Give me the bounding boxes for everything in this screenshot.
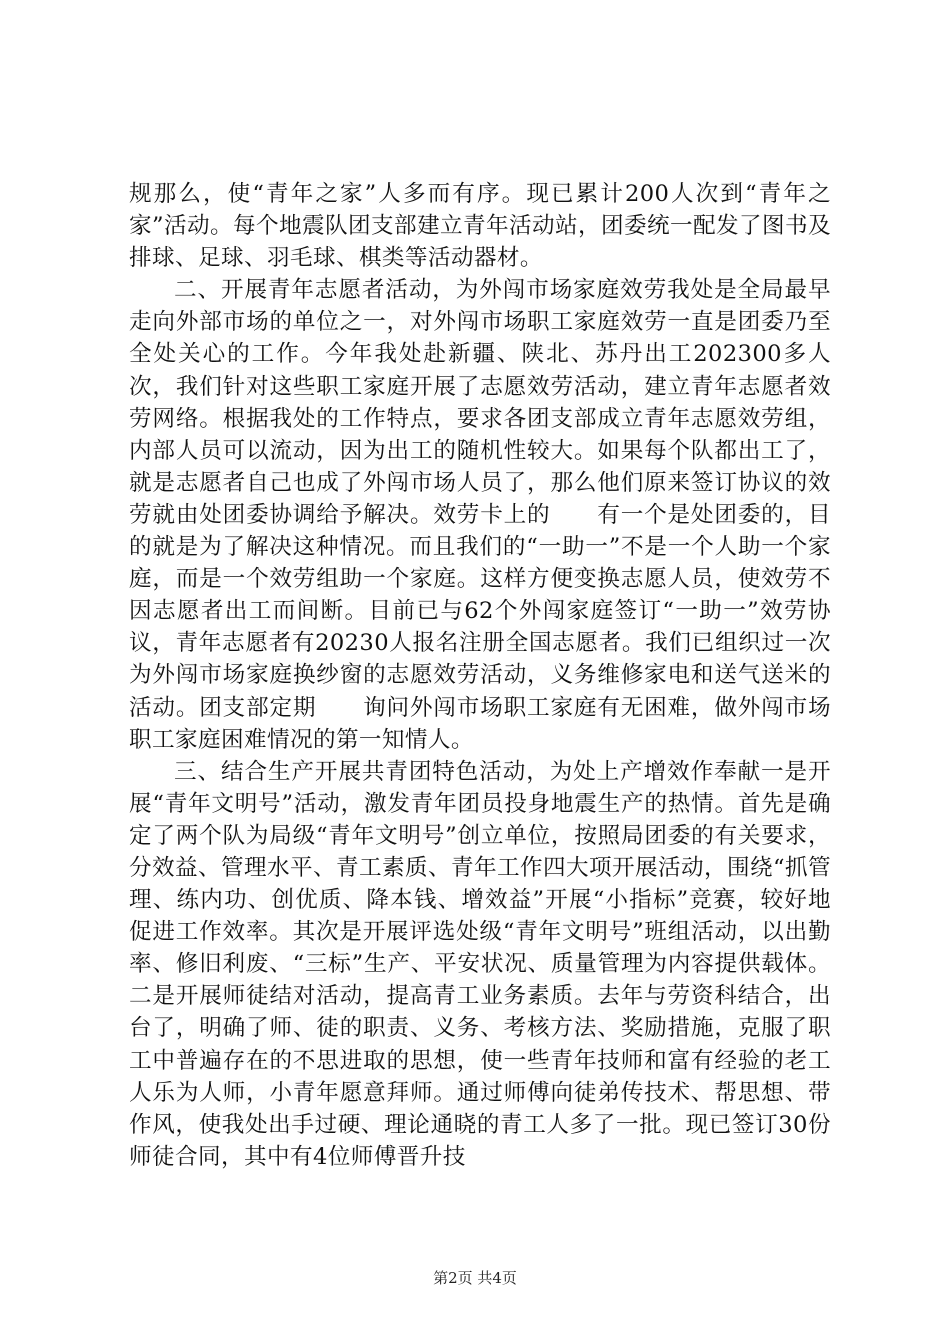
page-number-label: 第2页 共4页 <box>433 1269 517 1287</box>
page-footer <box>0 1268 950 1288</box>
paragraph-3: 三、结合生产开展共青团特色活动，为处上产增效作奉献一是开展“青年文明号”活动，激发青年团员投身地震生产的热情。首先是确定了两个队为局级“青年文明号”创立单位，按照局团委的有关要求，分效益、管理水平、青工素质、青年工作四大项开展活动，围绕“抓管理、练内功、创优质、降本钱、增效益”开展“小指标”竞赛，较好地促进工作效率。其次是开展评选处级“青年文明号”班组活动，以出勤率、修旧利废、“三标”生产、平安状况、质量管理为内容提供载体。二是开展师徒结对活动，提高青工业务素质。去年与劳资科结合，出台了，明确了师、徒的职责、义务、考核方法、奖励措施，克服了职工中普遍存在的不思进取的思想，使一些青年技师和富有经验的老工人乐为人师，小青年愿意拜师。通过师傅向徒弟传技术、帮思想、带作风，使我处出手过硬、理论通晓的青工人多了一批。现已签订30份师徒合同，其中有4位师傅晋升技 <box>129 758 831 1170</box>
document-body <box>129 178 831 1173</box>
paragraph-1: 规那么，使“青年之家”人多而有序。现已累计200人次到“青年之家”活动。每个地震队团支部建立青年活动站，团委统一配发了图书及排球、足球、羽毛球、棋类等活动器材。 <box>129 181 831 272</box>
paragraph-2: 二、开展青年志愿者活动，为外闯市场家庭效劳我处是全局最早走向外部市场的单位之一，对外闯市场职工家庭效劳一直是团委乃至全处关心的工作。今年我处赴新疆、陕北、苏丹出工202300多人次，我们针对这些职工家庭开展了志愿效劳活动，建立青年志愿者效劳网络。根据我处的工作特点，要求各团支部成立青年志愿效劳组，内部人员可以流动，因为出工的随机性较大。如果每个队都出工了，就是志愿者自己也成了外闯市场人员了，那么他们原来签订协议的效劳就由处团委协调给予解决。效劳卡上的 有一个是处团委的，目的就是为了解决这种情况。而且我们的“一助一”不是一个人助一个家庭，而是一个效劳组助一个家庭。这样方便变换志愿人员，使效劳不因志愿者出工而间断。目前已与62个外闯家庭签订“一助一”效劳协议，青年志愿者有20230人报名注册全国志愿者。我们已组织过一次为外闯市场家庭换纱窗的志愿效劳活动，义务维修家电和送气送米的活动。团支部定期 询问外闯市场职工家庭有无困难，做外闯市场职工家庭困难情况的第一知情人。 <box>129 277 831 753</box>
